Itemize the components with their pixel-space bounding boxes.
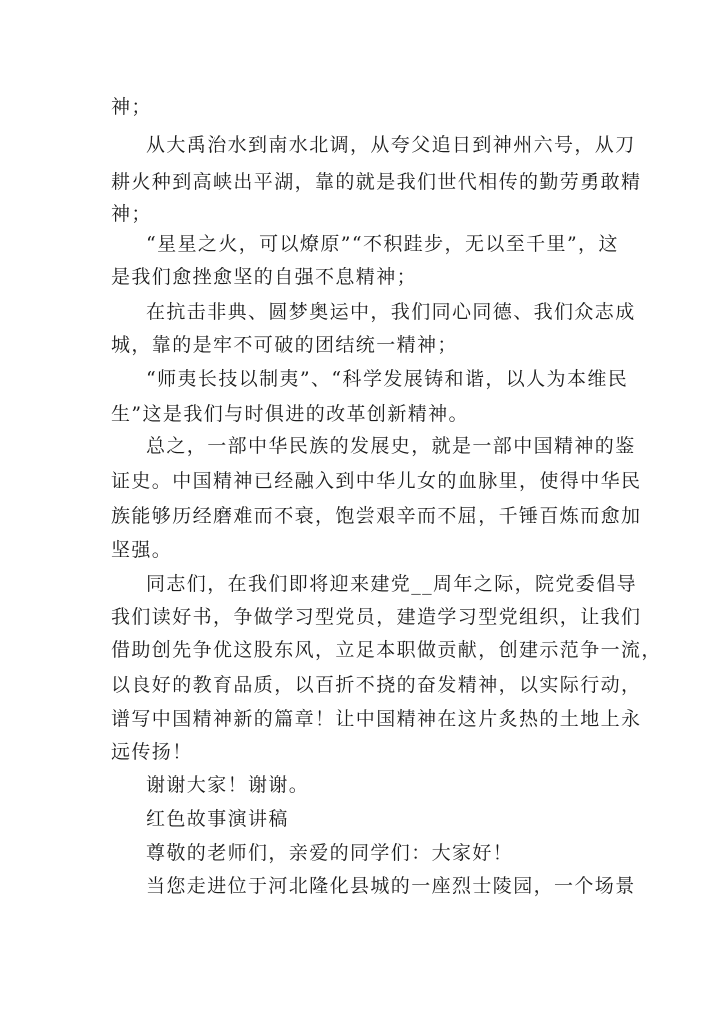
text-line: 坚强。 bbox=[111, 539, 173, 561]
text-line: 城，靠的是牢不可破的团结统一精神； bbox=[111, 334, 458, 356]
text-line: 谢谢大家！谢谢。 bbox=[146, 774, 310, 796]
text-line: 在抗击非典、圆梦奥运中，我们同心同德、我们众志成 bbox=[146, 301, 636, 323]
text-line: 借助创先争优这股东风，立足本职做贡献，创建示范争一流， bbox=[111, 639, 662, 661]
text-line: 从大禹治水到南水北调，从夸父追日到神州六号，从刀 bbox=[146, 134, 636, 156]
text-line: 我们读好书，争做学习型党员，建造学习型党组织，让我们 bbox=[111, 606, 642, 628]
text-line: “师夷长技以制夷”、“科学发展铸和谐，以人为本维民 bbox=[146, 368, 629, 390]
text-line: 神； bbox=[111, 203, 152, 225]
text-line: 远传扬！ bbox=[111, 741, 193, 763]
text-line: 当您走进位于河北隆化县城的一座烈士陵园，一个场景 bbox=[146, 875, 636, 897]
text-line: 同志们，在我们即将迎来建党__周年之际，院党委倡导 bbox=[146, 573, 638, 595]
text-line: 神； bbox=[111, 96, 152, 118]
text-line: 总之，一部中华民族的发展史，就是一部中国精神的鉴 bbox=[146, 435, 636, 457]
section-heading: 红色故事演讲稿 bbox=[146, 808, 289, 830]
text-line: 证史。中国精神已经融入到中华儿女的血脉里，使得中华民 bbox=[111, 470, 642, 492]
text-line: 是我们愈挫愈坚的自强不息精神； bbox=[111, 266, 418, 288]
text-line: 尊敬的老师们，亲爱的同学们：大家好！ bbox=[146, 842, 514, 864]
text-line: 耕火种到高峡出平湖，靠的就是我们世代相传的勤劳勇敢精 bbox=[111, 171, 642, 193]
text-line: 谱写中国精神新的篇章！让中国精神在这片炙热的土地上永 bbox=[111, 708, 642, 730]
text-line: “星星之火，可以燎原”“不积跬步，无以至千里”，这 bbox=[146, 233, 619, 255]
text-line: 生”这是我们与时俱进的改革创新精神。 bbox=[111, 403, 469, 425]
text-line: 以良好的教育品质，以百折不挠的奋发精神，以实际行动， bbox=[111, 674, 642, 696]
text-line: 族能够历经磨难而不衰，饱尝艰辛而不屈，千锤百炼而愈加 bbox=[111, 505, 642, 527]
